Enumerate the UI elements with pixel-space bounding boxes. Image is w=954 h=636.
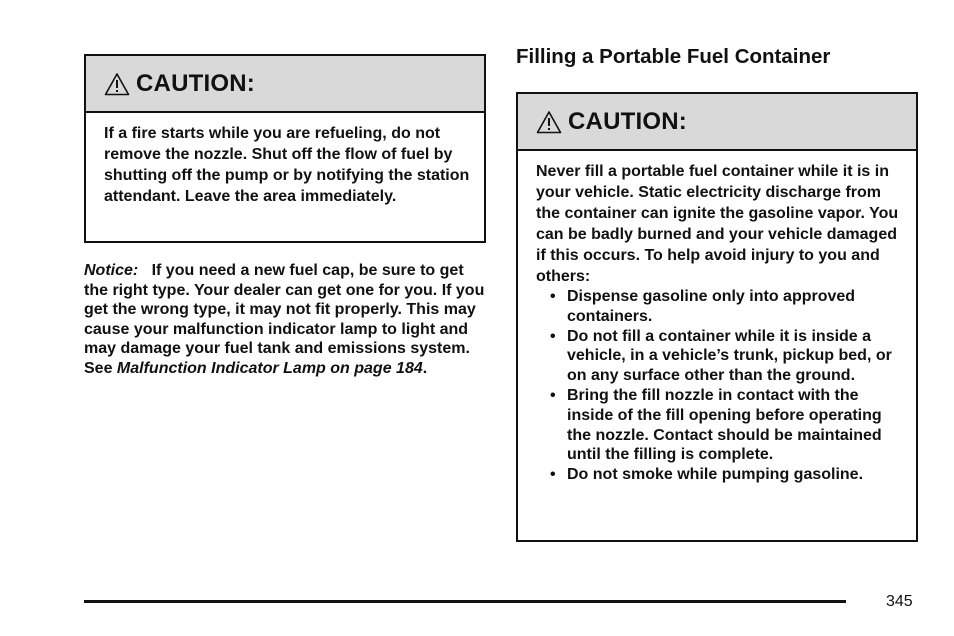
page-number: 345 (886, 593, 913, 610)
caution-header (518, 94, 916, 151)
caution-body (518, 151, 916, 485)
list-item: • Do not smoke while pumping gasoline. (550, 465, 906, 485)
caution-text: Never fill a portable fuel container while it is in your vehicle. Static electricity discharge from the container can ignite the gasoline vapor. You can be badly burned and your vehicle damaged if this occurs. To help avoid injury to you and others: (536, 163, 899, 285)
notice-label: Notice: (84, 262, 139, 279)
caution-box-portable-container (516, 92, 918, 542)
warning-triangle-icon (104, 72, 130, 96)
caution-box-fire (84, 54, 486, 243)
caution-body (86, 113, 484, 207)
caution-text: If a fire starts while you are refueling, do not remove the nozzle. Shut off the flow of fuel by shutting off the pump or by notifying the station attendant. Leave the area immediately. (104, 125, 470, 205)
notice-end: . (422, 359, 428, 377)
caution-header (86, 56, 484, 113)
section-title: Filling a Portable Fuel Container (516, 45, 831, 68)
footer-rule (84, 600, 846, 603)
notice-text: If you need a new fuel cap, be sure to get the right type. Your dealer can get one for you. If you get the wrong type, it may not fit properly. This may cause your malfunction indicator lamp to light and may damage your fuel tank and emissions system. See (84, 262, 485, 377)
notice-paragraph (84, 261, 488, 379)
list-item: • Do not fill a container while it is inside a vehicle, in a vehicle’s trunk, pickup bed, or on any surface other than the ground. (550, 327, 906, 386)
notice-reference-link[interactable]: Malfunction Indicator Lamp on page 184 (116, 359, 423, 377)
caution-bullet-list (536, 287, 906, 485)
warning-triangle-icon (536, 110, 562, 134)
caution-title: CAUTION: (568, 107, 687, 135)
list-item: • Bring the fill nozzle in contact with the inside of the fill opening before operating the nozzle. Contact should be maintained until the filling is complete. (550, 386, 906, 465)
list-item: • Dispense gasoline only into approved containers. (550, 287, 906, 327)
caution-title: CAUTION: (136, 69, 255, 97)
